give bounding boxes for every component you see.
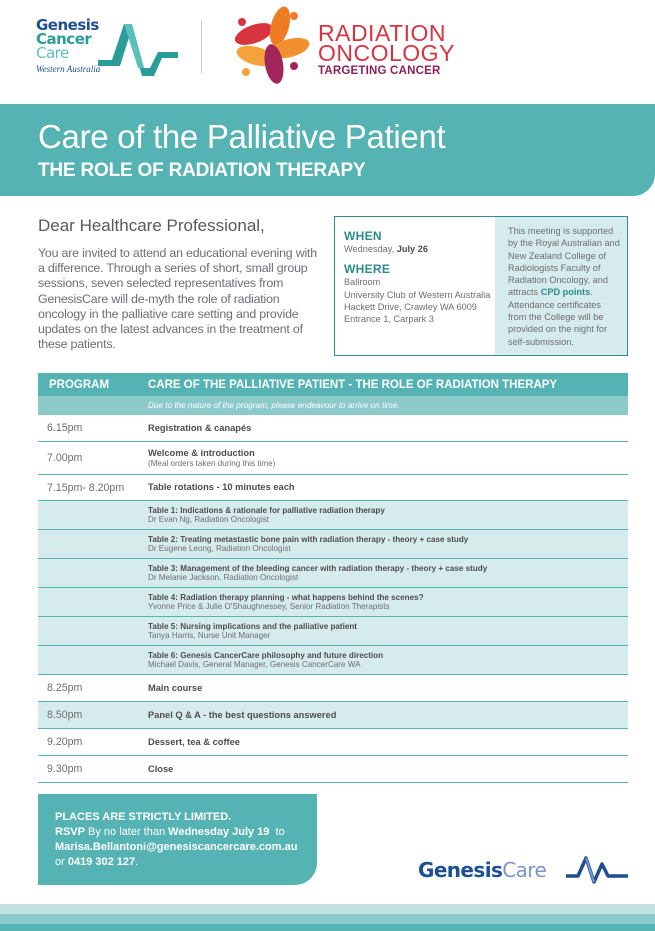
logo-radiation-text: RADIATION — [318, 20, 447, 46]
footer-stripe-mid — [0, 914, 655, 924]
when-label: WHEN — [344, 229, 382, 243]
session-presenter: Dr Eugene Leong, Radiation Oncologist — [148, 544, 291, 553]
logo-wordmark — [36, 18, 99, 60]
table-session-row — [38, 646, 628, 675]
row-time: 7.15pm- 8.20pm — [47, 481, 125, 494]
greeting: Dear Healthcare Professional, — [38, 216, 265, 235]
row-title: Welcome & introduction — [148, 447, 255, 458]
rsvp-email-link[interactable]: Marisa.Bellantoni@genesiscancercare.com.au — [55, 841, 298, 853]
footer-stripe-dark — [0, 924, 655, 931]
footer-stripe-light — [0, 904, 655, 914]
session-title: Table 1: Indications & rationale for palliative radiation therapy — [148, 505, 385, 515]
header-divider — [201, 20, 202, 74]
rsvp-deadline: Wednesday July 19 — [168, 826, 270, 838]
logo-line-care: Care — [36, 44, 69, 62]
table-session-row — [38, 617, 628, 646]
logo-line-cancer: Cancer — [36, 30, 92, 48]
radiation-oncology-logo — [232, 4, 455, 86]
row-time: 8.50pm — [47, 709, 83, 721]
program-table — [38, 373, 628, 783]
where-line: Hackett Drive, Crawley WA 6009 — [344, 301, 477, 312]
table-session-row — [38, 588, 628, 617]
logo-subline: Western Australia — [36, 64, 101, 74]
support-text-end: . Attendance certificates from the College will be provided on the night for self-submission. — [508, 287, 608, 347]
program-header — [38, 373, 628, 396]
where-line: University Club of Western Australia — [344, 289, 491, 300]
footer-logo-care: Care — [502, 858, 547, 882]
session-title: Table 2: Treating metastastic bone pain with radiation therapy - theory + case study — [148, 534, 469, 544]
session-title: Table 4: Radiation therapy planning - what happens behind the scenes? — [148, 592, 424, 602]
when-value — [344, 243, 495, 255]
program-header-col2: CARE OF THE PALLIATIVE PATIENT - THE ROLE OF RADIATION THERAPY — [148, 378, 558, 391]
event-info-box — [334, 216, 628, 356]
rsvp-end: . — [135, 856, 139, 868]
rsvp-to: to — [269, 826, 285, 838]
places-limited: PLACES ARE STRICTLY LIMITED. — [55, 811, 232, 823]
genesiscare-logo — [418, 852, 633, 888]
rsvp-phone[interactable]: 0419 302 127 — [67, 856, 136, 868]
session-presenter: Michael Davis, General Manager, Genesis CancerCare WA — [148, 660, 361, 669]
row-time: 9.30pm — [47, 763, 83, 775]
when-where-panel — [335, 217, 495, 355]
session-title: Table 5: Nursing implications and the palliative patient — [148, 621, 357, 631]
support-panel — [495, 217, 627, 355]
heartbeat-icon — [566, 854, 630, 884]
genesis-cancer-care-logo — [36, 18, 176, 80]
session-title: Table 6: Genesis CancerCare philosophy and future direction — [148, 650, 384, 660]
session-presenter: Dr Melanie Jackson, Radiation Oncologist — [148, 573, 299, 582]
program-row — [38, 675, 628, 702]
intro-paragraph: You are invited to attend an educational evening with a difference. Through a series of short, small group sessions, seven selected representatives from GenesisCare will de-myth the role of radiation oncology in the palliative care setting and provide updates on the latest advances in the treatment of these patients. — [38, 246, 317, 352]
row-title: Panel Q & A - the best questions answered — [148, 709, 337, 720]
where-label: WHERE — [344, 262, 391, 277]
program-header-col1: PROGRAM — [49, 378, 110, 391]
when-date: July 26 — [396, 244, 428, 254]
row-time: 7.00pm — [47, 452, 83, 464]
row-title: Registration & canapés — [148, 422, 252, 433]
title-banner — [0, 104, 655, 196]
row-title: Main course — [148, 682, 203, 693]
row-title: Close — [148, 763, 174, 774]
footer-wordmark — [418, 858, 546, 882]
session-presenter: Dr Evan Ng, Radiation Oncologist — [148, 515, 270, 524]
program-row — [38, 415, 628, 442]
row-subtitle: (Meal orders taken during this time) — [148, 458, 276, 468]
heartbeat-ribbon-icon — [98, 22, 178, 78]
row-time: 8.25pm — [47, 682, 83, 694]
rsvp-label: RSVP — [55, 826, 85, 838]
rsvp-box — [38, 794, 317, 885]
table-session-row — [38, 530, 628, 559]
row-title: Dessert, tea & coffee — [148, 736, 240, 747]
row-time: 9.20pm — [47, 736, 83, 748]
page-title: Care of the Palliative Patient — [38, 118, 446, 155]
when-day: Wednesday, — [344, 244, 397, 254]
program-note: Due to the nature of the program, please endeavour to arrive on time. — [38, 396, 628, 415]
cross-figures-icon — [232, 4, 312, 86]
rsvp-or: or — [55, 856, 68, 868]
table-session-row — [38, 501, 628, 530]
where-line: Ballroom — [344, 277, 381, 288]
footer-logo-genesis: Genesis — [418, 858, 503, 882]
support-text: This meeting is supported by the Royal Australian and New Zealand College of Radiologists Faculty of Radiation Oncology, and attracts — [508, 226, 620, 298]
rsvp-line — [55, 825, 317, 840]
logo-oncology-text: ONCOLOGY — [318, 40, 455, 66]
session-title: Table 3: Management of the bleeding cancer with radiation therapy - theory + case study — [148, 563, 488, 573]
cpd-points: CPD points — [540, 287, 591, 298]
session-presenter: Tanya Harris, Nurse Unit Manager — [148, 631, 271, 640]
page-subtitle: THE ROLE OF RADIATION THERAPY — [38, 160, 366, 181]
row-title: Table rotations - 10 minutes each — [148, 482, 295, 492]
table-session-row — [38, 559, 628, 588]
program-row — [38, 729, 628, 756]
program-row — [38, 702, 628, 729]
program-row — [38, 756, 628, 783]
logo-line-genesis: Genesis — [36, 16, 99, 34]
program-row — [38, 475, 628, 501]
rsvp-text: By no later than — [84, 826, 169, 838]
program-row — [38, 442, 628, 475]
session-presenter: Yvonne Price & Julie O'Shaughnessey, Senior Radiation Therapists — [148, 602, 390, 611]
logo-tagline: TARGETING CANCER — [318, 65, 441, 77]
where-line: Entrance 1, Carpark 3 — [344, 314, 434, 325]
row-time: 6.15pm — [47, 422, 83, 434]
